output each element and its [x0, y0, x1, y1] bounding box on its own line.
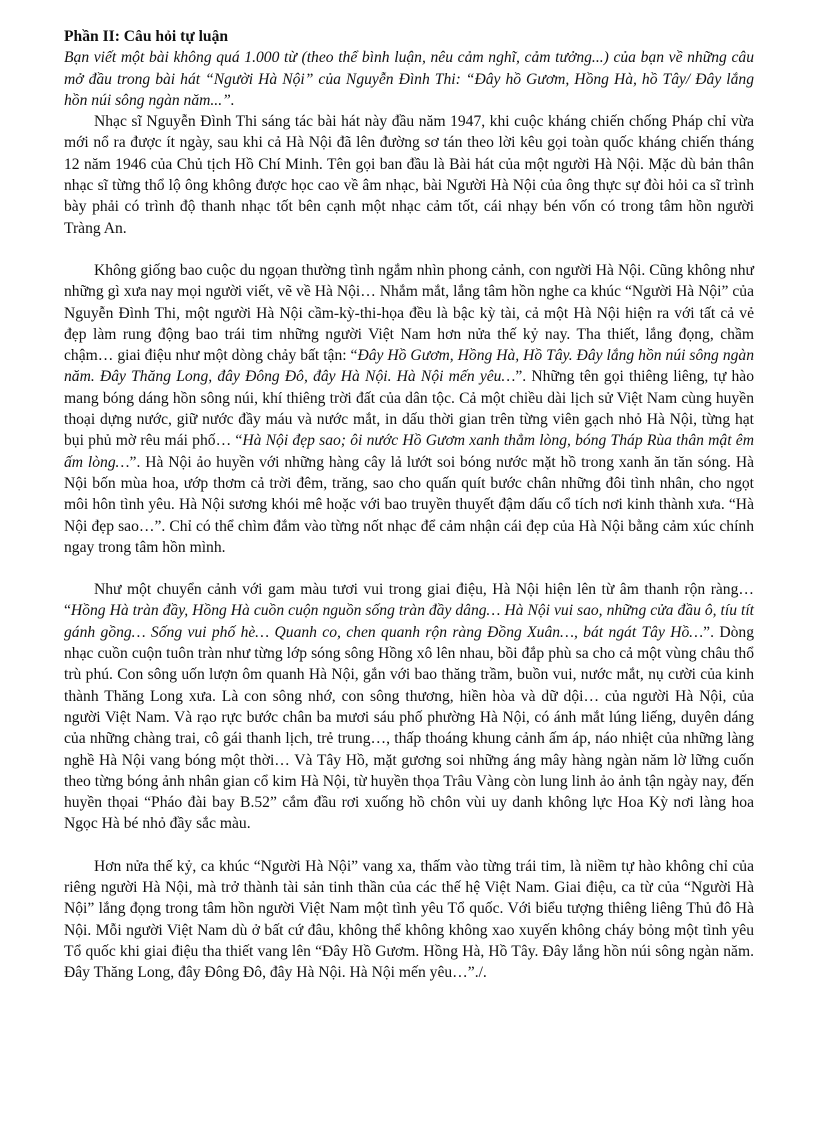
paragraph-3-segment-1: Như một chuyển cảnh với gam màu tươi vui trong giai điệu, Hà Nội hiện lên từ âm thanh rộn ràng… “	[64, 581, 754, 620]
section-heading: Phần II: Câu hỏi tự luận	[64, 28, 229, 45]
paragraph-gap	[64, 239, 754, 260]
paragraph-1-segment-1: Nhạc sĩ Nguyễn Đình Thi sáng tác bài hát này đầu năm 1947, khi cuộc kháng chiến chống Pháp chỉ vừa mới nổ ra được ít ngày, sau khi cả Hà Nội đã lên đường sơ tán theo lời kêu gọi toàn quốc kháng chiến tháng 12 năm 1946 của Chủ tịch Hồ Chí Minh. Tên gọi ban đầu là Bài hát của một người Hà Nội. Mặc dù bản thân nhạc sĩ từng thổ lộ ông không được học cao về âm nhạc, bài Người Hà Nội của ông thực sự đòi hỏi ca sĩ trình bày phải có trình độ thanh nhạc tốt bên cạnh một nhạc cảm tốt, cái nhạy bén vốn có trong tâm hồn người Tràng An.	[64, 113, 754, 237]
paragraph-2-lyric-2: Hà Nội đẹp sao; ôi nước Hồ Gươm xanh thẳm lòng, bóng Tháp Rùa thân mật êm ấm lòng…	[64, 432, 754, 471]
paragraph-gap	[64, 835, 754, 856]
document-page	[64, 26, 754, 983]
paragraph-2	[64, 260, 754, 558]
paragraph-3-segment-3: ”. Dòng nhạc cuồn cuộn tuôn tràn như từng lớp sóng sông Hồng xô lên nhau, bồi đắp phù sa cho cả một vùng châu thổ trù phú. Con sông uốn lượn ôm quanh Hà Nội, gắn với bao thăng trầm, buồn vui, nước mắt, nụ cười của kinh thành Thăng Long xưa. Là con sông nhớ, con sông thương, hiền hòa và dữ dội… của người Hà Nội, của người Việt Nam. Và rạo rực bước chân ba mươi sáu phố phường Hà Nội, có ánh mắt lúng liếng, duyên dáng của những chàng trai, cô gái thanh lịch, trẻ trung…, thấp thoáng khung cảnh ấm áp, náo nhiệt của những làng nghề Hà Nội vang bóng một thời… Và Tây Hồ, mặt gương soi những áng mây hàng ngàn năm lờ lững cuốn theo từng bóng ảnh nhân gian cổ kim Hà Nội, từ huyền thọa Trâu Vàng còn lung linh ảo ảnh tận ngày nay, đến huyền thọai “Pháo đài bay B.52” cắm đầu rơi xuống hồ chôn vùi uy danh không lực Hoa Kỳ nơi làng hoa Ngọc Hà bé nhỏ đầy sắc màu.	[64, 623, 754, 833]
paragraph-1	[64, 111, 754, 239]
paragraph-4-segment-1: Hơn nửa thế kỷ, ca khúc “Người Hà Nội” vang xa, thấm vào từng trái tim, là niềm tự hào không chỉ của riêng người Hà Nội, mà trở thành tài sản tinh thần của các thế hệ Việt Nam. Giai điệu, ca từ của “Người Hà Nội” lắng đọng trong tâm hồn người Việt Nam một tình yêu Tổ quốc. Với biểu tượng thiêng liêng Thủ đô Hà Nội. Mỗi người Việt Nam dù ở bất cứ đâu, không thể không không xao xuyến không cháy bỏng một tình yêu Tổ quốc khi giai điệu tha thiết vang lên “Đây Hồ Gươm. Hồng Hà, Hồ Tây. Đây lắng hồn núi sông ngàn năm. Đây Thăng Long, đây Đông Đô, đây Hà Nội. Hà Nội mến yêu…”./.	[64, 857, 754, 982]
paragraph-gap	[64, 558, 754, 579]
paragraph-2-segment-3: ”. Những tên gọi thiêng liêng, tự hào mang bóng dáng hồn sông núi, khí thiêng trời đất của dân tộc. Cả một chiều dài lịch sử Việt Nam cùng huyền thoại dựng nước, giữ nước đầy máu và nước mắt, in dấu thời gian trên từng viên gạch nhỏ Hà Nội, từng hạt bụi phủ mờ rêu mái phố… “	[64, 368, 754, 450]
essay-prompt: Bạn viết một bài không quá 1.000 từ (theo thể bình luận, nêu cảm nghĩ, cảm tưởng...) của bạn về những câu mở đầu trong bài hát “Người Hà Nội” của Nguyễn Đình Thi: “Đây hồ Gươm, Hồng Hà, hồ Tây/ Đây lắng hồn núi sông ngàn năm...”.	[64, 49, 754, 109]
paragraph-3-lyric-1: Hồng Hà tràn đầy, Hồng Hà cuồn cuộn nguồn sống tràn đầy dâng… Hà Nội vui sao, những cửa đầu ô, tíu tít gánh gồng… Sống vui phố hè… Quanh co, chen quanh rộn ràng Đồng Xuân…, bát ngát Tây Hồ…	[64, 602, 754, 641]
paragraph-2-segment-1: Không giống bao cuộc du ngọan thường tình ngắm nhìn phong cảnh, con người Hà Nội. Cũng không như những gì xưa nay mọi người viết, vẽ về Hà Nội… Nhắm mắt, lắng tâm hồn nghe ca khúc “Người Hà Nội” của Nguyễn Đình Thi, một người Hà Nội cầm-kỳ-thi-họa đều là bậc kỳ tài, cả một Hà Nội hiện ra với tất cả vẻ đẹp làm rung động bao trái tim những người Việt Nam hơn nửa thế kỷ nay. Tha thiết, lắng đọng, chầm chậm… giai điệu như một dòng chảy bất tận: “	[64, 261, 754, 365]
paragraph-3	[64, 579, 754, 835]
paragraph-4	[64, 856, 754, 984]
paragraph-2-segment-5: ”. Hà Nội ảo huyền với những hàng cây lả lướt soi bóng nước mặt hồ trong xanh ăn tăn sóng. Hà Nội bốn mùa hoa, ướp thơm cả trời đêm, trăng, sao cho quấn quít bước chân những đôi tình nhân, cho ngọt môi hôn tình yêu. Hà Nội sương khói mê hoặc với bao truyền thuyết đậm dấu cổ tích nơi kinh thành xưa. “Hà Nội đẹp sao…”. Chỉ có thể chìm đắm vào từng nốt nhạc để cảm nhận cái đẹp của Hà Nội bằng cảm xúc chính ngay trong tâm hồn mình.	[64, 453, 755, 556]
paragraph-2-lyric-1: Đây Hồ Gươm, Hồng Hà, Hồ Tây. Đây lắng hồn núi sông ngàn năm. Đây Thăng Long, đây Đông Đô, đây Hà Nội. Hà Nội mến yêu…	[64, 347, 755, 386]
